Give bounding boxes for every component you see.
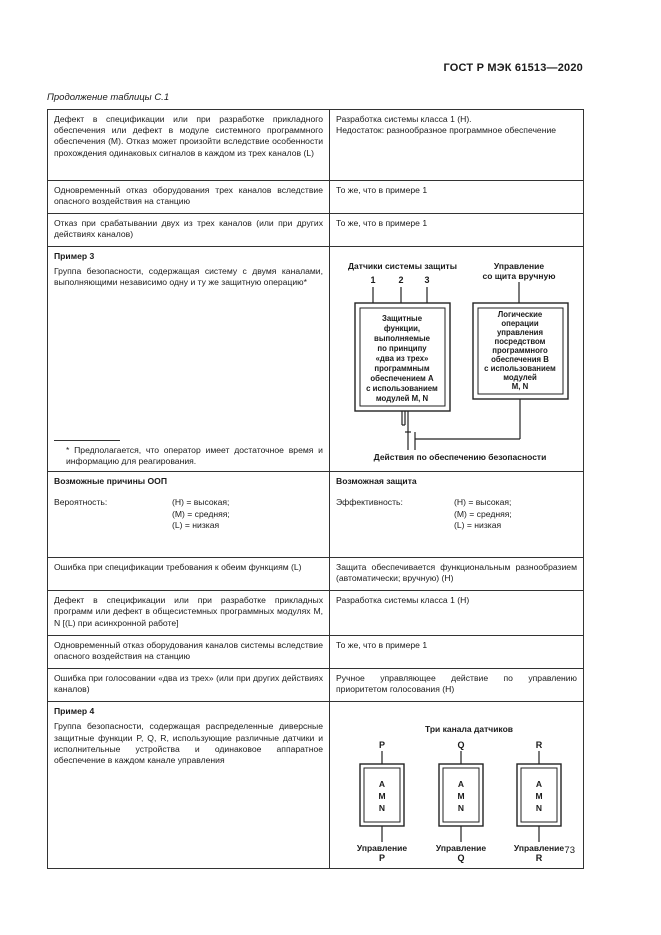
table-cell: Одновременный отказ оборудования каналов системы вследствие опасного воздействия на станцию bbox=[48, 636, 330, 669]
table-row-example-4 bbox=[48, 702, 584, 869]
table-cell: Отказ при срабатывании двух из трех каналов (или при других действиях каналов) bbox=[48, 214, 330, 247]
table-cell: Одновременный отказ оборудования трех каналов вследствие опасного воздействия на станцию bbox=[48, 181, 330, 214]
channel-p bbox=[357, 740, 408, 863]
svg-text:с использованием: с использованием bbox=[366, 384, 438, 393]
protection-header: Возможная защита bbox=[336, 476, 417, 487]
probability-label: Вероятность: bbox=[54, 497, 108, 508]
footnote: * Предполагается, что оператор имеет достаточное время и информацию для реагирования. bbox=[66, 444, 323, 466]
efficiency-label: Эффективность: bbox=[336, 497, 403, 508]
table-cell bbox=[48, 247, 330, 472]
table-cell: Ошибка при голосовании «два из трех» (или при других действиях каналов) bbox=[48, 669, 330, 702]
control-label: Управление bbox=[513, 843, 565, 854]
module-label: M bbox=[378, 791, 386, 802]
module-label: M bbox=[457, 791, 465, 802]
table-cell: То же, что в примере 1 bbox=[330, 214, 584, 247]
channel-name: R bbox=[535, 740, 543, 751]
example-3-diagram bbox=[330, 247, 596, 468]
table-row-example-3 bbox=[48, 247, 584, 472]
table-cell: Дефект в спецификации или при разработке прикладного обеспечения или дефект в модуле системного программного обеспечения (M). Отказ может произойти вследствие особенности прохождения одинаковых сигналов в каждом из трех каналов (L) bbox=[48, 110, 330, 181]
table-cell: То же, что в примере 1 bbox=[330, 181, 584, 214]
svg-text:выполняемые: выполняемые bbox=[374, 334, 430, 343]
example-4-text: Группа безопасности, содержащая распределенные диверсные защитные функции P, Q, R, использующие различные датчики и исполнительные устройства и одинаковое аппаратное обеспечение в каждом канале управления bbox=[54, 721, 323, 766]
module-label: A bbox=[535, 779, 543, 790]
table-cell bbox=[330, 702, 584, 869]
cell-text: Разработка системы класса 1 (H). bbox=[336, 114, 472, 124]
table-cell bbox=[330, 110, 584, 181]
module-label: N bbox=[457, 803, 465, 814]
module-label: N bbox=[378, 803, 386, 814]
box-b-text bbox=[484, 310, 556, 391]
probability-scale bbox=[54, 497, 323, 531]
svg-text:«два из трех»: «два из трех» bbox=[375, 354, 429, 363]
control-name: R bbox=[535, 853, 543, 864]
control-label: Управление bbox=[356, 843, 408, 854]
box-a-text bbox=[366, 314, 438, 403]
table-cell bbox=[330, 247, 584, 472]
sensor-number: 3 bbox=[424, 275, 430, 285]
efficiency-scale bbox=[336, 497, 577, 531]
channel-name: P bbox=[378, 740, 386, 751]
control-name: Q bbox=[457, 853, 465, 864]
svg-text:модулей: модулей bbox=[503, 373, 537, 382]
scale-value: (L) = низкая bbox=[454, 519, 502, 530]
table-row bbox=[48, 558, 584, 591]
module-label: N bbox=[535, 803, 543, 814]
scale-value: (H) = высокая; bbox=[454, 497, 512, 508]
document-number: ГОСТ Р МЭК 61513—2020 bbox=[443, 62, 583, 74]
table-cell bbox=[330, 472, 584, 558]
module-label: A bbox=[457, 779, 465, 790]
svg-text:программного: программного bbox=[492, 346, 548, 355]
svg-text:обеспечения В: обеспечения В bbox=[491, 355, 549, 364]
table-row bbox=[48, 110, 584, 181]
svg-text:по принципу: по принципу bbox=[377, 344, 427, 353]
table-cell: Дефект в спецификации или при разработке прикладных программ или дефект в общесистемных программных модулях M, N [(L) при асинхронной работе] bbox=[48, 591, 330, 636]
table-cell: Защита обеспечивается функциональным разнообразием (автоматически; вручную) (H) bbox=[330, 558, 584, 591]
table-cell: Разработка системы класса 1 (H) bbox=[330, 591, 584, 636]
svg-text:M, N: M, N bbox=[511, 382, 529, 391]
example-3-text: Группа безопасности, содержащая систему с двумя каналами, выполняющими независимо одну и ту же защитную операцию* bbox=[54, 266, 323, 288]
table-row bbox=[48, 181, 584, 214]
page-number: 73 bbox=[564, 845, 575, 856]
sensor-number: 2 bbox=[398, 275, 404, 285]
table-cell: То же, что в примере 1 bbox=[330, 636, 584, 669]
example-4-title: Пример 4 bbox=[54, 706, 95, 717]
svg-text:управления: управления bbox=[496, 328, 544, 337]
manual-title: Управление bbox=[493, 261, 545, 271]
table-c1 bbox=[47, 109, 584, 869]
table-cell: Ошибка при спецификации требования к обеим функциям (L) bbox=[48, 558, 330, 591]
cell-text: Недостаток: разнообразное программное обеспечение bbox=[336, 125, 557, 136]
control-name: P bbox=[378, 853, 386, 864]
table-cell bbox=[48, 702, 330, 869]
table-row bbox=[48, 472, 584, 558]
footnote-rule bbox=[54, 440, 120, 441]
table-row bbox=[48, 636, 584, 669]
svg-text:обеспечением А: обеспечением А bbox=[370, 374, 434, 383]
channel-r bbox=[514, 740, 565, 863]
svg-text:операции: операции bbox=[501, 319, 539, 328]
svg-text:функции,: функции, bbox=[383, 324, 421, 333]
svg-text:Логические: Логические bbox=[497, 310, 543, 319]
table-cell bbox=[48, 472, 330, 558]
svg-text:Защитные: Защитные bbox=[381, 314, 423, 323]
scale-value: (M) = средняя; bbox=[454, 508, 512, 519]
scale-value: (M) = средняя; bbox=[172, 508, 230, 519]
sensors-title: Датчики системы защиты bbox=[348, 261, 457, 271]
causes-header: Возможные причины ООП bbox=[54, 476, 168, 487]
module-label: M bbox=[535, 791, 543, 802]
table-cell: Ручное управляющее действие по управлению приоритетом голосования (H) bbox=[330, 669, 584, 702]
table-row bbox=[48, 591, 584, 636]
table-row bbox=[48, 669, 584, 702]
sensor-number: 1 bbox=[370, 275, 376, 285]
channel-name: Q bbox=[457, 740, 465, 751]
action-label: Действия по обеспечению безопасности bbox=[373, 452, 547, 462]
channel-q bbox=[436, 740, 487, 863]
control-label: Управление bbox=[435, 843, 487, 854]
svg-text:программным: программным bbox=[374, 364, 430, 373]
example-3-title: Пример 3 bbox=[54, 251, 95, 261]
scale-value: (L) = низкая bbox=[172, 519, 220, 530]
svg-text:модулей M, N: модулей M, N bbox=[375, 394, 429, 403]
svg-text:с использованием: с использованием bbox=[484, 364, 556, 373]
manual-title: со щита вручную bbox=[482, 271, 556, 281]
table-caption: Продолжение таблицы С.1 bbox=[47, 92, 170, 103]
module-label: A bbox=[378, 779, 386, 790]
table-row bbox=[48, 214, 584, 247]
example-4-diagram bbox=[330, 702, 596, 865]
channels-title: Три канала датчиков bbox=[425, 724, 513, 735]
scale-value: (H) = высокая; bbox=[172, 497, 230, 508]
svg-text:посредством: посредством bbox=[494, 337, 546, 346]
